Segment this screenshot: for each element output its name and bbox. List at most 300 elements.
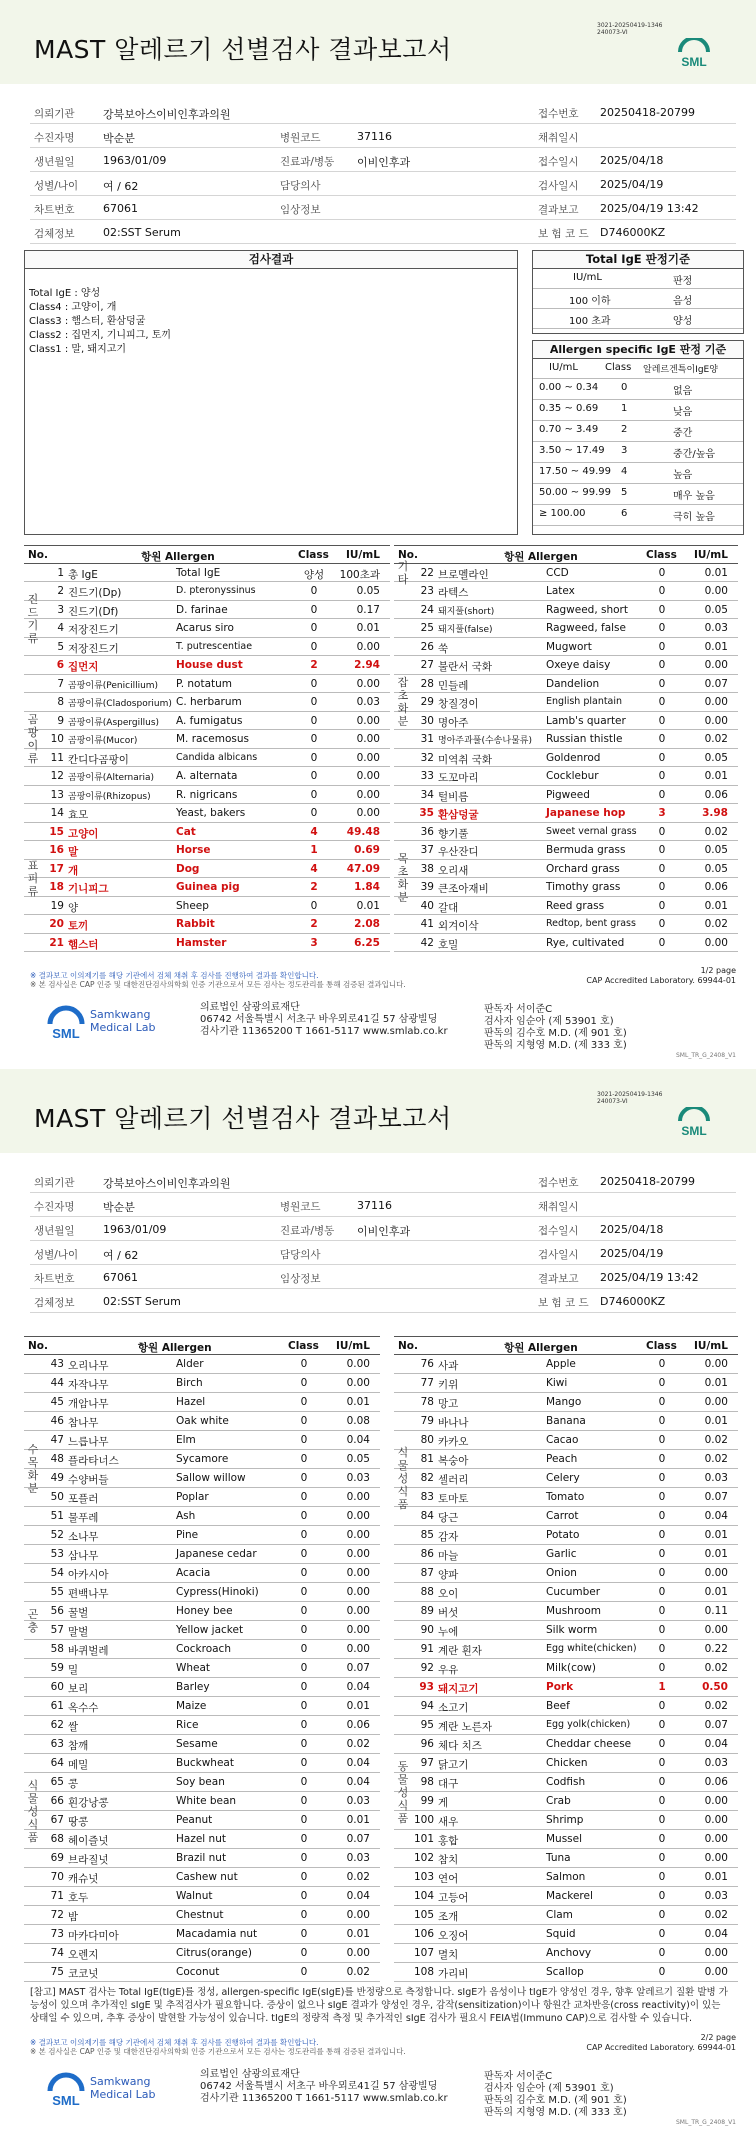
- table-row: [24, 1963, 380, 1982]
- allergen-iu: 0.04: [704, 1510, 728, 1522]
- allergen-class: 0: [300, 1453, 308, 1465]
- allergen-english: Acacia: [176, 1567, 211, 1579]
- criteria-row: [533, 442, 743, 463]
- info-label: 담당의사: [280, 180, 321, 192]
- allergen-korean: 콩: [68, 1778, 79, 1790]
- signer: 판독의 김수호 M.D. (제 901 호): [484, 1028, 627, 1039]
- allergen-class: 0: [658, 1510, 666, 1522]
- info-value: 02:SST Serum: [103, 1295, 181, 1308]
- allergen-iu: 0.04: [346, 1681, 370, 1693]
- info-row: [30, 1169, 736, 1193]
- allergen-iu: 0.02: [704, 825, 728, 838]
- allergen-korean: 갈대: [438, 901, 459, 914]
- group-label: 곰팡이류: [27, 713, 39, 766]
- allergen-korean: 우산잔디: [438, 846, 479, 858]
- allergen-korean: 참치: [438, 1854, 459, 1866]
- lab-name: [90, 1008, 156, 1034]
- allergen-class: 0: [310, 603, 318, 616]
- header-no: No.: [398, 1340, 418, 1352]
- allergen-english: Potato: [546, 1529, 580, 1541]
- allergen-class: 0: [300, 1795, 308, 1807]
- allergen-no: 18: [49, 881, 64, 893]
- header-class: Class: [646, 1340, 677, 1352]
- sml-logo-icon: [44, 1002, 88, 1042]
- table-row: [394, 1659, 738, 1678]
- table-row: [394, 1925, 738, 1944]
- allergen-english: Reed grass: [546, 899, 605, 912]
- allergen-iu: 0.00: [704, 659, 728, 671]
- allergen-english: White bean: [176, 1795, 237, 1807]
- info-label: 생년월일: [34, 156, 75, 168]
- allergen-iu: 0.00: [356, 677, 380, 690]
- allergen-korean: 멸치: [438, 1949, 459, 1961]
- allergen-no: 59: [50, 1662, 64, 1674]
- info-label: 진료과/병동: [280, 156, 335, 168]
- info-label: 임상정보: [280, 1273, 321, 1285]
- criteria-range: 0.35 ~ 0.69: [539, 403, 599, 414]
- table-row: [24, 1830, 380, 1849]
- allergen-korean: 털비름: [438, 790, 469, 803]
- table-row: [394, 1640, 738, 1659]
- table-row: [394, 693, 738, 712]
- table-row: [24, 675, 390, 694]
- result-line: Class4 : 고양이, 개: [29, 302, 117, 313]
- allergen-iu: 100초과: [339, 568, 380, 581]
- allergen-english: Pigweed: [546, 788, 590, 801]
- allergen-korean: 토끼: [68, 920, 89, 932]
- allergen-iu: 6.25: [354, 936, 380, 949]
- allergen-no: 100: [413, 1814, 434, 1826]
- allergen-class: 2: [310, 659, 318, 671]
- info-label: 검사일시: [538, 1249, 579, 1261]
- allergen-korean: 버섯: [438, 1607, 459, 1619]
- allergen-iu: 0.03: [346, 1852, 370, 1864]
- allergen-class: 0: [300, 1928, 308, 1940]
- page-number: 1/2 page: [700, 966, 736, 975]
- result-line: Class3 : 햄스터, 환삼덩굴: [29, 316, 146, 327]
- sml-logo-icon: [676, 38, 712, 72]
- criteria-class: 3: [621, 445, 628, 456]
- signatures: [484, 1004, 627, 1052]
- info-value: 37116: [357, 130, 392, 143]
- allergen-class: 0: [658, 1795, 666, 1807]
- signer: 검사자 임순아 (제 53901 호): [484, 1016, 614, 1027]
- info-label: 진료과/병동: [280, 1225, 335, 1237]
- criteria-range: 0.70 ~ 3.49: [539, 424, 599, 435]
- header-iu: IU/mL: [346, 549, 380, 561]
- allergen-no: 17: [49, 862, 64, 875]
- table-row: [24, 1583, 380, 1602]
- allergen-korean: 새우: [438, 1816, 459, 1828]
- info-value: 여 / 62: [103, 1249, 139, 1262]
- allergen-iu: 0.00: [356, 714, 380, 727]
- allergen-english: Dog: [176, 862, 200, 875]
- signer: 검사자 임순아 (제 53901 호): [484, 2083, 614, 2094]
- allergen-english: Hazel: [176, 1396, 206, 1408]
- address: 06742 서울특별시 서초구 바우뫼로41길 57 삼광빌딩: [200, 2081, 438, 2092]
- allergen-korean: 명아주: [438, 716, 469, 729]
- page-number: 2/2 page: [700, 2033, 736, 2042]
- allergen-no: 44: [50, 1377, 64, 1389]
- report-code-line: 3021-20250419-1346: [597, 1091, 663, 1098]
- allergen-class: 0: [300, 1548, 308, 1560]
- allergen-english: Cat: [176, 825, 196, 838]
- allergen-class: 0: [300, 1567, 308, 1579]
- info-value: 박순분: [103, 132, 135, 145]
- allergen-no: 107: [413, 1947, 434, 1959]
- allergen-no: 36: [420, 825, 434, 838]
- allergen-no: 85: [420, 1529, 434, 1541]
- table-row: [394, 1963, 738, 1982]
- allergen-iu: 0.01: [704, 770, 728, 782]
- info-value: 강북보아스이비인후과의원: [103, 108, 231, 121]
- allergen-korean: 곰팡이류(Alternaria): [68, 773, 154, 783]
- criteria-range: 17.50 ~ 49.99: [539, 466, 611, 477]
- table-row: [24, 1735, 380, 1754]
- allergen-iu: 0.02: [704, 733, 728, 745]
- info-label: 채취일시: [538, 1201, 579, 1213]
- allergen-korean: 망고: [438, 1398, 459, 1410]
- allergen-no: 54: [50, 1567, 64, 1579]
- allergen-class: 0: [310, 585, 318, 597]
- footer-notice: ※ 본 검사실은 CAP 인증 및 대한진단검사의학회 인증 기관으로서 모든 검사는 정도관리를 통해 검증된 결과입니다.: [30, 2047, 406, 2056]
- table-row: [394, 619, 738, 638]
- allergen-iu: 0.00: [356, 788, 380, 801]
- allergen-class: 1: [310, 844, 318, 856]
- allergen-iu: 0.00: [346, 1491, 370, 1503]
- allergen-class: 0: [658, 622, 666, 634]
- group-label: 곤충: [27, 1608, 39, 1634]
- allergen-no: 31: [420, 733, 434, 745]
- allergen-korean: 돼지풀(false): [438, 625, 493, 635]
- allergen-iu: 0.00: [704, 1966, 728, 1978]
- allergen-class: 0: [658, 1966, 666, 1978]
- allergen-table: [394, 1336, 738, 1982]
- allergen-no: 60: [50, 1681, 64, 1693]
- criteria-class: 6: [621, 508, 628, 519]
- allergen-english: A. fumigatus: [176, 714, 243, 727]
- allergen-iu: 0.01: [356, 622, 380, 634]
- table-row: [24, 1621, 380, 1640]
- allergen-no: 15: [49, 825, 64, 838]
- allergen-english: R. nigricans: [176, 788, 238, 801]
- allergen-iu: 0.00: [704, 1833, 728, 1845]
- allergen-iu: 0.05: [704, 751, 728, 764]
- allergen-english: Maize: [176, 1700, 207, 1712]
- signer: 판독자 서이준C: [484, 2071, 553, 2082]
- allergen-iu: 0.02: [704, 918, 728, 930]
- info-row: [30, 100, 736, 124]
- allergen-korean: 말: [68, 846, 79, 858]
- allergen-no: 52: [50, 1529, 64, 1541]
- table-row: [394, 601, 738, 620]
- allergen-class: 3: [310, 936, 318, 949]
- allergen-korean: 외겨이삭: [438, 920, 479, 932]
- allergen-class: 0: [658, 714, 666, 727]
- allergen-english: Clam: [546, 1909, 573, 1921]
- allergen-iu: 0.05: [704, 862, 728, 875]
- allergen-english: A. alternata: [176, 770, 238, 782]
- table-row: [394, 1906, 738, 1925]
- allergen-no: 40: [420, 899, 434, 912]
- result-line: Total IgE : 양성: [29, 288, 101, 299]
- allergen-class: 0: [658, 825, 666, 838]
- allergen-class: 0: [658, 1909, 666, 1921]
- info-value: 20250418-20799: [600, 106, 695, 119]
- allergen-english: Guinea pig: [176, 881, 240, 893]
- report-title: MAST 알레르기 선별검사 결과보고서: [34, 1104, 452, 1133]
- allergen-class: 0: [300, 1643, 308, 1655]
- allergen-iu: 0.00: [356, 751, 380, 764]
- allergen-iu: 0.00: [356, 770, 380, 782]
- allergen-no: 23: [420, 585, 434, 597]
- table-row: [394, 767, 738, 786]
- info-label: 의뢰기관: [34, 108, 75, 120]
- allergen-english: Mackerel: [546, 1890, 593, 1902]
- allergen-iu: 0.03: [704, 1472, 728, 1484]
- allergen-iu: 0.00: [346, 1909, 370, 1921]
- table-row: [394, 1678, 738, 1697]
- allergen-class: 0: [658, 585, 666, 597]
- allergen-no: 57: [50, 1624, 64, 1636]
- table-row: [394, 1849, 738, 1868]
- table-row: [24, 1640, 380, 1659]
- allergen-korean: 곰팡이류(Aspergillus): [68, 717, 160, 728]
- allergen-korean: 셀러리: [438, 1474, 469, 1486]
- allergen-no: 73: [50, 1928, 64, 1940]
- allergen-korean: 집먼지: [68, 661, 99, 673]
- allergen-iu: 0.00: [704, 1624, 728, 1636]
- group-label: 표피류: [27, 858, 39, 898]
- allergen-english: English plantain: [546, 696, 623, 707]
- allergen-no: 12: [50, 770, 64, 782]
- table-row: [24, 1393, 380, 1412]
- signer: 판독의 지형영 M.D. (제 333 호): [484, 1040, 627, 1051]
- table-row: [394, 1716, 738, 1735]
- svg-text:SML: SML: [681, 55, 707, 69]
- allergen-no: 65: [50, 1776, 64, 1788]
- report-code-line: 240073-VI: [597, 29, 628, 36]
- allergen-iu: 0.01: [346, 1396, 370, 1408]
- header-iu: IU/mL: [336, 1340, 370, 1352]
- allergen-class: 0: [300, 1757, 308, 1769]
- allergen-iu: 0.01: [704, 1377, 728, 1389]
- allergen-table: [24, 545, 390, 952]
- total-ige-criteria-title: Total IgE 판정기준: [533, 251, 743, 269]
- allergen-english: Egg yolk(chicken): [546, 1719, 631, 1730]
- allergen-english: Tuna: [546, 1852, 571, 1864]
- allergen-english: Cypress(Hinoki): [176, 1586, 259, 1598]
- allergen-class: 0: [658, 1396, 666, 1408]
- info-value: 20250418-20799: [600, 1175, 695, 1188]
- table-row: [394, 1697, 738, 1716]
- allergen-korean: 메밀: [68, 1759, 89, 1771]
- group-label: 수목화분: [27, 1443, 39, 1495]
- allergen-korean: 큰조아재비: [438, 883, 489, 895]
- criteria-result: 양성: [673, 316, 693, 327]
- allergen-english: Birch: [176, 1377, 203, 1389]
- allergen-class: 0: [300, 1966, 308, 1978]
- table-row: [394, 1526, 738, 1545]
- allergen-no: 70: [50, 1871, 64, 1883]
- sml-logo-icon: [44, 2069, 88, 2109]
- allergen-iu: 0.08: [346, 1415, 370, 1427]
- allergen-class: 0: [310, 622, 318, 634]
- allergen-class: 0: [658, 1738, 666, 1750]
- allergen-english: Ragweed, short: [546, 603, 628, 616]
- header-class: Class: [298, 549, 329, 561]
- criteria-row: [533, 379, 743, 400]
- allergen-korean: 오이: [438, 1588, 459, 1600]
- allergen-no: 41: [420, 918, 434, 930]
- group-label: 기타: [397, 559, 409, 586]
- allergen-class: 0: [658, 640, 666, 653]
- allergen-no: 8: [57, 696, 64, 708]
- allergen-iu: 0.00: [704, 714, 728, 727]
- table-row: [394, 1868, 738, 1887]
- allergen-no: 1: [57, 566, 64, 579]
- allergen-iu: 0.17: [356, 603, 380, 616]
- allergen-english: Anchovy: [546, 1947, 592, 1959]
- allergen-english: Egg white(chicken): [546, 1643, 637, 1654]
- allergen-iu: 0.00: [704, 1396, 728, 1408]
- allergen-no: 82: [420, 1472, 434, 1484]
- criteria-level: 극히 높음: [673, 512, 715, 523]
- allergen-table: [24, 1336, 380, 1982]
- criteria-level: 높음: [673, 470, 693, 481]
- table-row: [394, 1431, 738, 1450]
- allergen-class: 0: [310, 696, 318, 708]
- table-row: [394, 1564, 738, 1583]
- table-row: [24, 897, 390, 916]
- table-row: [24, 1488, 380, 1507]
- allergen-class: 0: [658, 862, 666, 875]
- allergen-iu: 0.07: [346, 1833, 370, 1845]
- allergen-no: 78: [420, 1396, 434, 1408]
- table-row: [394, 730, 738, 749]
- allergen-class: 0: [658, 1377, 666, 1389]
- allergen-iu: 0.01: [704, 1415, 728, 1427]
- allergen-iu: 0.01: [346, 1700, 370, 1712]
- allergen-no: 72: [50, 1909, 64, 1921]
- allergen-korean: 당근: [438, 1512, 459, 1524]
- allergen-korean: 창질경이: [438, 698, 479, 710]
- table-row: [24, 1659, 380, 1678]
- criteria-header: 판정: [673, 276, 693, 287]
- allergen-class: 0: [300, 1890, 308, 1902]
- allergen-english: Apple: [546, 1358, 576, 1370]
- allergen-korean: 삼나무: [68, 1550, 99, 1562]
- table-row: [394, 841, 738, 860]
- org-name: 의료법인 삼광의료재단: [200, 2069, 300, 2080]
- table-row: [24, 1754, 380, 1773]
- allergen-korean: 흰강낭콩: [68, 1797, 109, 1809]
- info-value: 2025/04/18: [600, 154, 664, 167]
- allergen-korean: 사과: [438, 1360, 459, 1372]
- criteria-row: [533, 484, 743, 505]
- allergen-no: 39: [420, 881, 434, 893]
- lab-address: [200, 2069, 448, 2105]
- allergen-english: Alder: [176, 1358, 204, 1370]
- allergen-no: 32: [420, 751, 434, 764]
- allergen-korean: 개암나무: [68, 1398, 109, 1410]
- allergen-class: 0: [658, 1947, 666, 1959]
- info-label: 임상정보: [280, 204, 321, 216]
- allergen-english: Peanut: [176, 1814, 213, 1826]
- specific-ige-criteria-title: Allergen specific IgE 판정 기준: [533, 341, 743, 359]
- allergen-iu: 0.11: [704, 1605, 728, 1617]
- allergen-class: 0: [300, 1681, 308, 1693]
- allergen-korean: 미역취 국화: [438, 753, 493, 766]
- info-label: 채취일시: [538, 132, 579, 144]
- allergen-iu: 47.09: [346, 862, 380, 875]
- header-no: No.: [28, 549, 48, 561]
- allergen-korean: 마늘: [438, 1550, 459, 1562]
- form-code: SML_TR_G_2408_V1: [675, 1052, 736, 1059]
- info-row: [30, 172, 736, 196]
- table-row: [24, 841, 390, 860]
- criteria-row: [533, 463, 743, 484]
- lab-name: [90, 2075, 156, 2101]
- criteria-header-row: [533, 359, 743, 379]
- allergen-iu: 0.02: [704, 1434, 728, 1446]
- allergen-no: 37: [420, 844, 434, 856]
- allergen-iu: 3.98: [702, 807, 728, 819]
- info-value: D746000KZ: [600, 226, 666, 239]
- criteria-level: 없음: [673, 386, 693, 397]
- allergen-iu: 0.00: [346, 1586, 370, 1598]
- header-allergen: 항원 Allergen: [137, 1342, 212, 1354]
- allergen-iu: 0.06: [346, 1719, 370, 1731]
- criteria-row: [533, 400, 743, 421]
- info-value: 2025/04/19: [600, 1247, 664, 1260]
- allergen-iu: 0.05: [346, 1453, 370, 1465]
- allergen-class: 0: [300, 1662, 308, 1674]
- allergen-korean: 호밀: [438, 938, 459, 951]
- table-row: [24, 860, 390, 879]
- allergen-iu: 0.00: [346, 1605, 370, 1617]
- allergen-class: 4: [310, 825, 318, 838]
- table-row: [24, 730, 390, 749]
- allergen-no: 20: [49, 918, 64, 930]
- allergen-iu: 0.01: [704, 640, 728, 653]
- allergen-class: 0: [658, 1453, 666, 1465]
- allergen-iu: 0.00: [346, 1643, 370, 1655]
- allergen-iu: 0.06: [704, 788, 728, 801]
- allergen-iu: 0.00: [346, 1529, 370, 1541]
- header-no: No.: [28, 1340, 48, 1352]
- table-row: [24, 804, 390, 823]
- criteria-header: IU/mL: [549, 362, 578, 373]
- table-row: [394, 934, 738, 953]
- table-row: [394, 878, 738, 897]
- allergen-class: 0: [658, 733, 666, 745]
- allergen-english: Beef: [546, 1700, 570, 1712]
- contact: 검사기관 11365200 T 1661-5117 www.smlab.co.kr: [200, 1026, 448, 1037]
- allergen-english: Wheat: [176, 1662, 211, 1674]
- allergen-iu: 0.00: [346, 1947, 370, 1959]
- allergen-no: 97: [420, 1757, 434, 1769]
- allergen-korean: 홍합: [438, 1835, 459, 1847]
- table-row: [24, 1944, 380, 1963]
- table-row: [394, 1412, 738, 1431]
- table-row: [24, 656, 390, 675]
- allergen-korean: 쌀: [68, 1721, 79, 1733]
- table-row: [394, 804, 738, 823]
- info-label: 결과보고: [538, 1273, 579, 1285]
- criteria-row: [533, 289, 743, 309]
- allergen-class: 0: [658, 677, 666, 690]
